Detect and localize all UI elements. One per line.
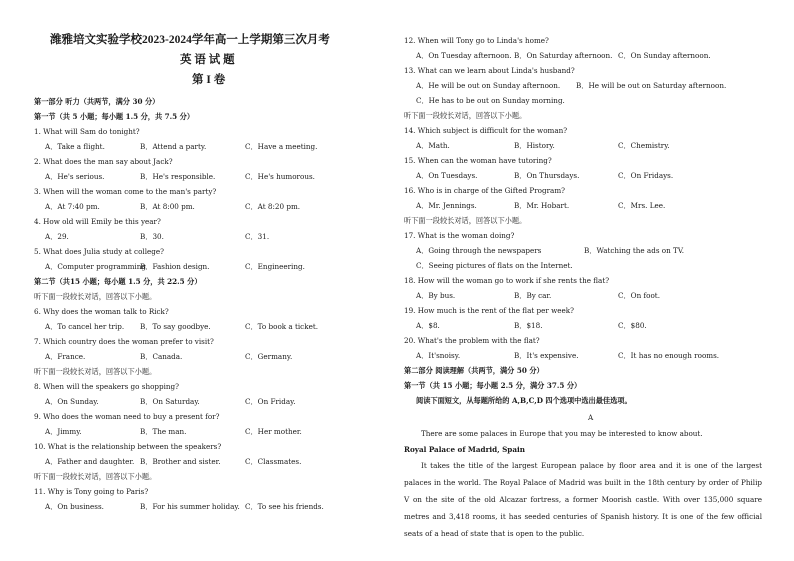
q13-option-b: B．He will be out on Saturday afternoon. — [576, 81, 727, 90]
question-6: 6. Why does the woman talk to Rick? — [34, 307, 169, 316]
palace-title: Royal Palace of Madrid, Spain — [404, 445, 525, 454]
q13-option-c: C．He has to be out on Sunday morning. — [416, 96, 565, 105]
question-10: 10. What is the relationship between the speakers? — [34, 442, 222, 451]
question-20: 20. What's the problem with the flat? — [404, 336, 540, 345]
question-19: 19. How much is the rent of the flat per week? — [404, 306, 574, 315]
q14-option-c: C．Chemistry. — [618, 141, 670, 150]
q17-option-b: B．Watching the ads on TV. — [584, 246, 685, 255]
q17-option-c: C．Seeing pictures of flats on the Internet. — [416, 261, 573, 270]
listen-instruction-6: 听下面一段较长对话，回答以下小题。 — [34, 292, 157, 301]
exam-title: 潍雅培文实验学校2023-2024学年高一上学期第三次月考 — [50, 34, 330, 46]
question-15: 15. When can the woman have tutoring? — [404, 156, 552, 165]
q8-option-b: B．On Saturday. — [140, 397, 200, 406]
question-3: 3. When will the woman come to the man's party? — [34, 187, 217, 196]
q19-option-a: A．$8. — [416, 321, 440, 330]
q2-option-c: C．He's humorous. — [245, 172, 315, 181]
q6-option-b: B．To say goodbye. — [140, 322, 211, 331]
listen-instruction-17: 听下面一段较长对话，回答以下小题。 — [404, 216, 527, 225]
q20-option-a: A．It'snoisy. — [416, 351, 461, 360]
q3-option-c: C．At 8:20 pm. — [245, 202, 301, 211]
q10-option-b: B．Brother and sister. — [140, 457, 221, 466]
q19-option-b: B．$18. — [514, 321, 543, 330]
q16-option-c: C．Mrs. Lee. — [618, 201, 666, 210]
question-16: 16. Who is in charge of the Gifted Program? — [404, 186, 565, 195]
q18-option-b: B．By car. — [514, 291, 552, 300]
volume-label: 第 I 卷 — [192, 74, 226, 86]
q15-option-a: A．On Tuesdays. — [416, 171, 478, 180]
q9-option-a: A．Jimmy. — [45, 427, 82, 436]
q17-option-a: A．Going through the newspapers — [416, 246, 542, 255]
passage-intro: There are some palaces in Europe that you may be interested to know about. — [421, 429, 703, 438]
q10-option-c: C．Classmates. — [245, 457, 302, 466]
question-7: 7. Which country does the woman prefer to visit? — [34, 337, 214, 346]
q7-option-b: B．Canada. — [140, 352, 183, 361]
q1-option-b: B．Attend a party. — [140, 142, 207, 151]
q13-option-a: A．He will be out on Sunday afternoon. — [416, 81, 561, 90]
q1-option-c: C．Have a meeting. — [245, 142, 318, 151]
part2-heading: 第二部分 阅读理解（共两节，满分 50 分） — [404, 366, 544, 375]
part1-heading: 第一部分 听力（共两节，满分 30 分） — [34, 97, 160, 106]
question-13: 13. What can we learn about Linda's husband? — [404, 66, 575, 75]
question-11: 11. Why is Tony going to Paris? — [34, 487, 149, 496]
q2-option-a: A．He's serious. — [45, 172, 105, 181]
q16-option-b: B．Mr. Hobart. — [514, 201, 570, 210]
q20-option-c: C．It has no enough rooms. — [618, 351, 720, 360]
q6-option-a: A．To cancel her trip. — [45, 322, 125, 331]
question-4: 4. How old will Emily be this year? — [34, 217, 161, 226]
q10-option-a: A．Father and daughter. — [45, 457, 135, 466]
q3-option-a: A．At 7:40 pm. — [45, 202, 100, 211]
listen-instruction-8: 听下面一段较长对话，回答以下小题。 — [34, 367, 157, 376]
q11-option-a: A．On business. — [45, 502, 104, 511]
listen-instruction-14: 听下面一段较长对话，回答以下小题。 — [404, 111, 527, 120]
q14-option-a: A．Math. — [416, 141, 450, 150]
q5-option-c: C．Engineering. — [245, 262, 305, 271]
q3-option-b: B．At 8:00 pm. — [140, 202, 195, 211]
q12-option-a: A．On Tuesday afternoon. — [416, 51, 512, 60]
reading-section1-heading: 第一节（共 15 小题；每小题 2.5 分，满分 37.5 分） — [404, 381, 582, 390]
q16-option-a: A．Mr. Jennings. — [416, 201, 477, 210]
q2-option-b: B．He's responsible. — [140, 172, 216, 181]
q4-option-c: C．31. — [245, 232, 270, 241]
question-14: 14. Which subject is difficult for the woman? — [404, 126, 568, 135]
q18-option-a: A．By bus. — [416, 291, 456, 300]
q5-option-b: B．Fashion design. — [140, 262, 210, 271]
reading-instruction: 阅读下面短文，从每题所给的 A,B,C,D 四个选项中选出最佳选项。 — [416, 396, 632, 405]
q7-option-c: C．Germany. — [245, 352, 293, 361]
question-8: 8. When will the speakers go shopping? — [34, 382, 180, 391]
section2-heading: 第二节（共15 小题；每小题 1.5 分，共 22.5 分） — [34, 277, 202, 286]
listen-instruction-11: 听下面一段较长对话，回答以下小题。 — [34, 472, 157, 481]
q4-option-a: A．29. — [45, 232, 69, 241]
q9-option-c: C．Her mother. — [245, 427, 302, 436]
q14-option-b: B．History. — [514, 141, 555, 150]
q7-option-a: A．France. — [45, 352, 86, 361]
q12-option-c: C．On Sunday afternoon. — [618, 51, 711, 60]
q15-option-c: C．On Fridays. — [618, 171, 674, 180]
passage-paragraph: It takes the title of the largest European palace by floor area and it is one of the largest palaces in the world. The Royal Palace of Madrid was built in the 18th century by order of Philip V on the site of the old Alcazar fortress, a former Moorish castle. With over 135,000 square metres and 3,418 rooms, it has seeded centuries of Spanish history. It is one of the few official seats of a head of state that is open to the public. — [404, 461, 762, 538]
passage-letter: A — [588, 413, 594, 422]
question-12: 12. When will Tony go to Linda's home? — [404, 36, 549, 45]
q18-option-c: C．On foot. — [618, 291, 660, 300]
q1-option-a: A．Take a flight. — [45, 142, 105, 151]
question-2: 2. What does the man say about Jack? — [34, 157, 173, 166]
question-17: 17. What is the woman doing? — [404, 231, 515, 240]
q19-option-c: C．$80. — [618, 321, 647, 330]
question-18: 18. How will the woman go to work if she rents the flat? — [404, 276, 610, 285]
q11-option-c: C．To see his friends. — [245, 502, 324, 511]
q20-option-b: B．It's expensive. — [514, 351, 579, 360]
question-9: 9. Who does the woman need to buy a present for? — [34, 412, 220, 421]
question-5: 5. What does Julia study at college? — [34, 247, 164, 256]
exam-subtitle: 英 语 试 题 — [180, 54, 235, 66]
q5-option-a: A．Computer programming — [45, 262, 146, 271]
q6-option-c: C．To book a ticket. — [245, 322, 318, 331]
q4-option-b: B．30. — [140, 232, 164, 241]
section1-heading: 第一节（共 5 小题；每小题 1.5 分，共 7.5 分） — [34, 112, 195, 121]
question-1: 1. What will Sam do tonight? — [34, 127, 140, 136]
q9-option-b: B．The man. — [140, 427, 187, 436]
q8-option-c: C．On Friday. — [245, 397, 296, 406]
q11-option-b: B．For his summer holiday. — [140, 502, 240, 511]
q8-option-a: A．On Sunday. — [45, 397, 99, 406]
q12-option-b: B．On Saturday afternoon. — [514, 51, 613, 60]
q15-option-b: B．On Thursdays. — [514, 171, 580, 180]
